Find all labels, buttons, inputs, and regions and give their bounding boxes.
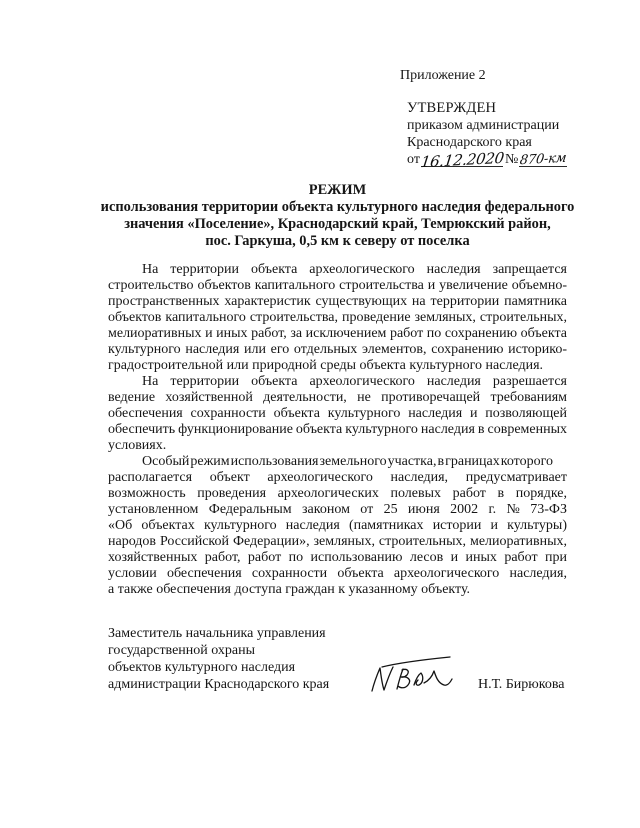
body-line: На территории объекта археологического наследия разрешается [142,374,567,389]
position-line: Заместитель начальника управления [108,626,326,641]
body-line: Особый режим использования земельного участка, в границах которого [142,454,553,469]
body-line: установленном Федеральным законом от 25 июня 2002 г. № 73-ФЗ [108,502,567,517]
position-line: объектов культурного наследия [108,660,296,675]
body-line: условии обеспечения сохранности объекта археологического наследия, [108,566,567,581]
body-line: возможность проведения археологических полевых работ в порядке, [108,486,567,501]
body-line: пространственных характеристик существующих на территории памятника [108,294,567,309]
body-line: строительство объектов капитального строительства и увеличение объемно- [108,278,567,293]
body-line: мелиоративных и иных работ, за исключением работ по сохранению объекта [108,326,567,341]
body-line: культурного наследия или его отдельных элементов, сохранению историко- [108,342,567,357]
position-line: государственной охраны [108,643,256,658]
document-body [108,262,567,598]
title-line: значения «Поселение», Краснодарский край, Темрюкский район, [124,216,551,232]
number-label: № [505,152,519,167]
body-line: градостроительной или природной среды объекта культурного наследия. [108,358,544,373]
order-line-2: Краснодарского края [407,135,532,150]
order-date-number-row [407,148,568,172]
body-line: обеспечить функционирование объекта культурного наследия в современных [108,422,567,437]
body-line: а также обеспечения доступа граждан к указанному объекту. [108,582,471,597]
order-line-1: приказом администрации [407,118,560,133]
body-line: условиях. [108,438,167,453]
body-line: обеспечения сохранности объекта культурного наследия и позволяющей [108,406,567,421]
number-field [519,151,567,167]
body-line: На территории объекта археологического наследия запрещается [142,262,567,277]
body-paragraph-3 [108,454,567,598]
title-heading: РЕЖИМ [308,182,367,198]
body-line: ведение хозяйственной деятельности, не противоречащей требованиям [108,390,567,405]
signatory-position [108,625,329,693]
body-paragraph-1 [108,262,567,374]
position-line: администрации Краснодарского края [108,677,330,692]
handwritten-signature [368,655,454,699]
body-line: «Об объектах культурного наследия (памятниках истории и культуры) [108,518,567,533]
approval-block [407,100,568,172]
title-line: использования территории объекта культурного наследия федерального [100,199,575,215]
document-title [60,182,615,250]
title-line: пос. Гаркуша, 0,5 км к северу от поселка [205,233,470,249]
handwritten-date: 16.12.2020 [419,148,505,172]
body-line: народов Российской Федерации», земляных, строительных, мелиоративных, [108,534,567,549]
body-line: хозяйственных работ, работ по использованию лесов и иных работ при [108,550,567,565]
from-label: от [407,152,420,167]
body-paragraph-2 [108,374,567,454]
handwritten-number: 870-км [518,150,568,169]
signer-name: Н.Т. Бирюкова [478,677,565,692]
appendix-label: Приложение 2 [400,68,486,83]
body-line: располагается объект археологического наследия, предусматривает [108,470,567,485]
approved-heading: УТВЕРЖДЕН [407,100,497,116]
date-field [419,148,505,172]
body-line: объектов капитального строительства, проведение земляных, строительных, [108,310,567,325]
